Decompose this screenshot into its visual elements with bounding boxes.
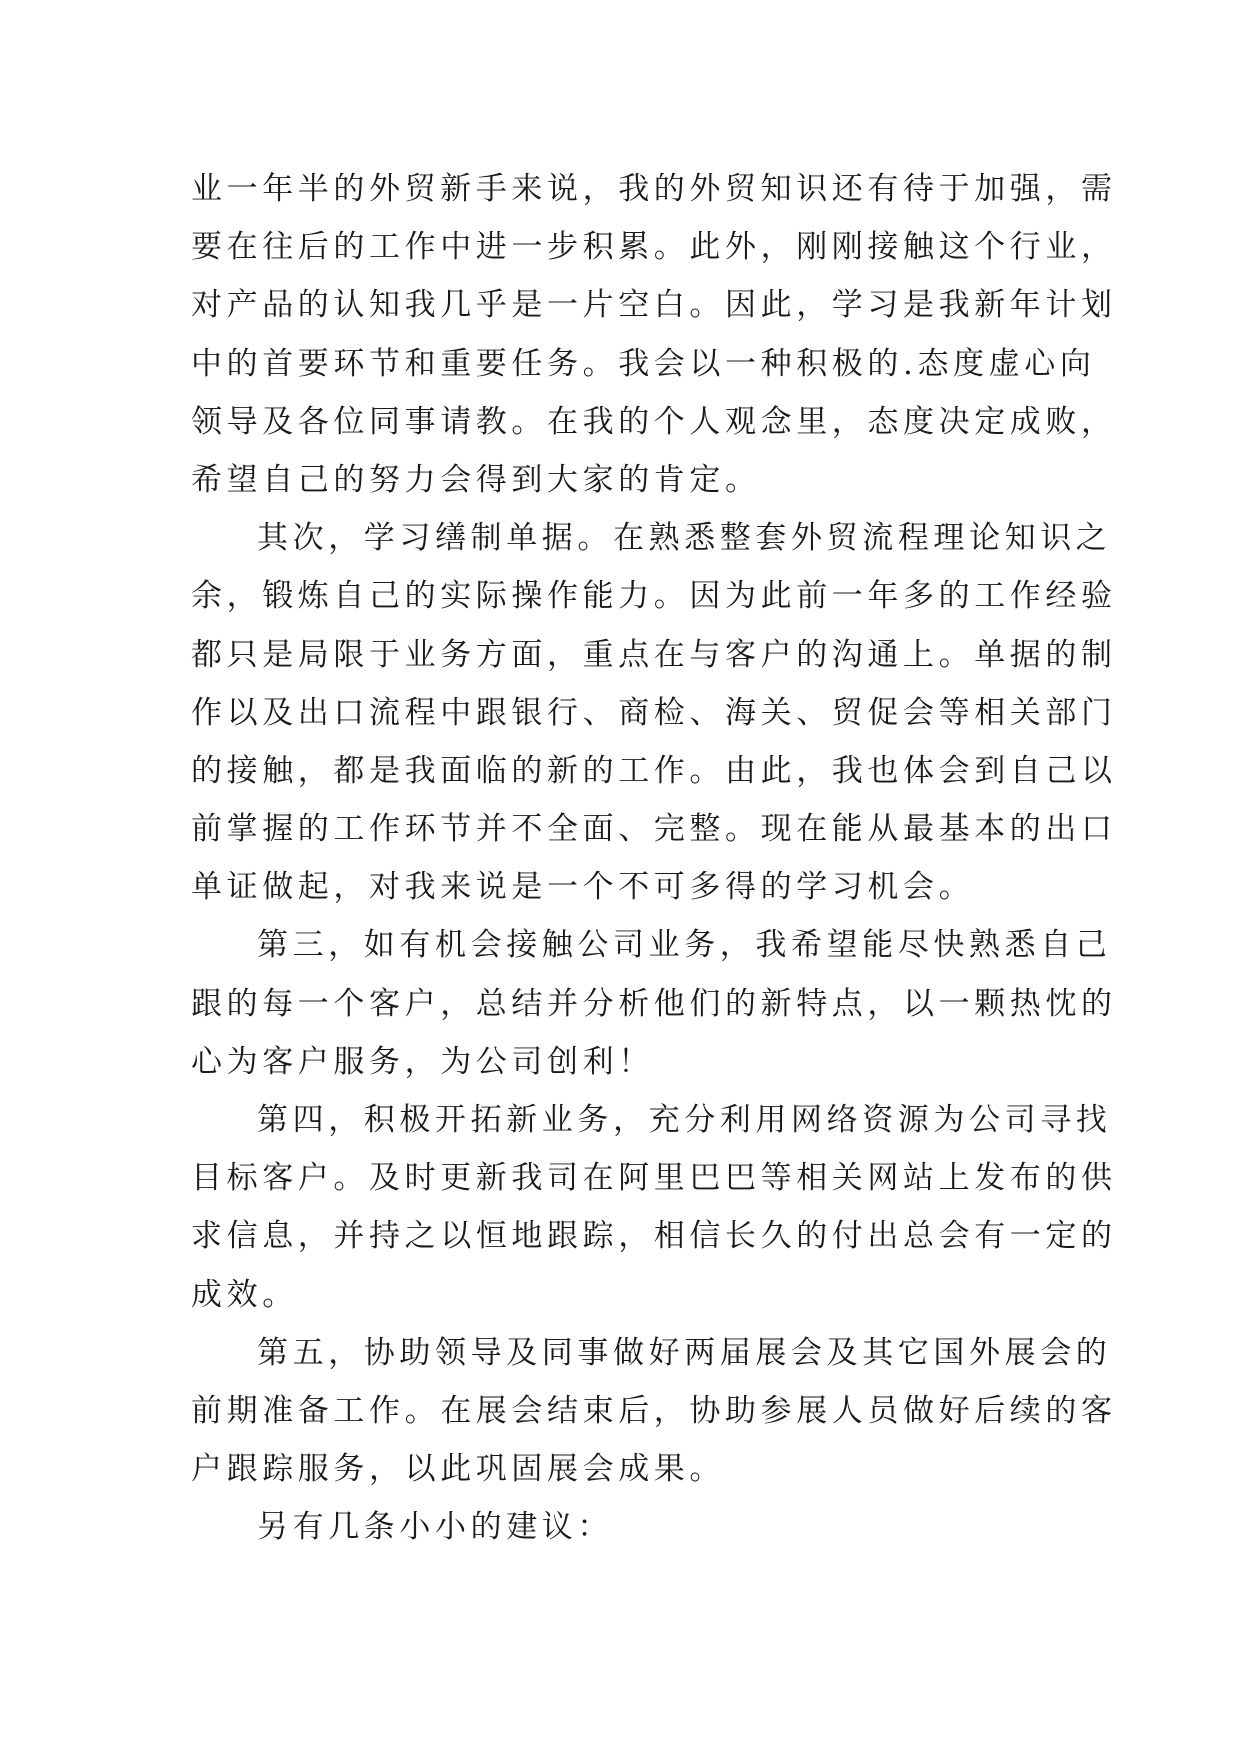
text-line: 的接触，都是我面临的新的工作。由此，我也体会到自己以: [191, 752, 1117, 789]
text-line: 前期准备工作。在展会结束后，协助参展人员做好后续的客: [191, 1392, 1117, 1429]
text-line: 第三，如有机会接触公司业务，我希望能尽快熟悉自己: [257, 927, 1112, 964]
text-line: 跟的每一个客户，总结并分析他们的新特点，以一颗热忱的: [191, 985, 1117, 1022]
text-line: 心为客户服务，为公司创利！: [191, 1043, 654, 1080]
text-line: 要在往后的工作中进一步积累。此外，刚刚接触这个行业，: [191, 229, 1117, 266]
text-line: 户跟踪服务，以此巩固展会成果。: [191, 1451, 725, 1488]
text-line: 其次，学习缮制单据。在熟悉整套外贸流程理论知识之: [257, 520, 1112, 557]
text-line: 成效。: [191, 1276, 298, 1313]
text-line: 领导及各位同事请教。在我的个人观念里，态度决定成败，: [191, 403, 1117, 440]
text-line: 都只是局限于业务方面，重点在与客户的沟通上。单据的制: [191, 636, 1117, 673]
text-line: 目标客户。及时更新我司在阿里巴巴等相关网站上发布的供: [191, 1160, 1117, 1197]
text-line: 余，锻炼自己的实际操作能力。因为此前一年多的工作经验: [191, 578, 1117, 615]
document-body: [191, 160, 1117, 1557]
text-line: 另有几条小小的建议：: [257, 1509, 613, 1546]
text-line: 第五，协助领导及同事做好两届展会及其它国外展会的: [257, 1334, 1112, 1371]
text-line: 对产品的认知我几乎是一片空白。因此，学习是我新年计划: [191, 287, 1117, 324]
text-line: 前掌握的工作环节并不全面、完整。现在能从最基本的出口: [191, 811, 1117, 848]
text-line: 求信息，并持之以恒地跟踪，相信长久的付出总会有一定的: [191, 1218, 1117, 1255]
text-line: 中的首要环节和重要任务。我会以一种积极的.态度虚心向: [191, 345, 1096, 382]
text-line: 作以及出口流程中跟银行、商检、海关、贸促会等相关部门: [191, 694, 1117, 731]
text-line: 业一年半的外贸新手来说，我的外贸知识还有待于加强，需: [191, 171, 1117, 207]
text-line: 单证做起，对我来说是一个不可多得的学习机会。: [191, 869, 975, 906]
text-line: 希望自己的努力会得到大家的肯定。: [191, 461, 761, 498]
text-line: 第四，积极开拓新业务，充分利用网络资源为公司寻找: [257, 1102, 1112, 1138]
